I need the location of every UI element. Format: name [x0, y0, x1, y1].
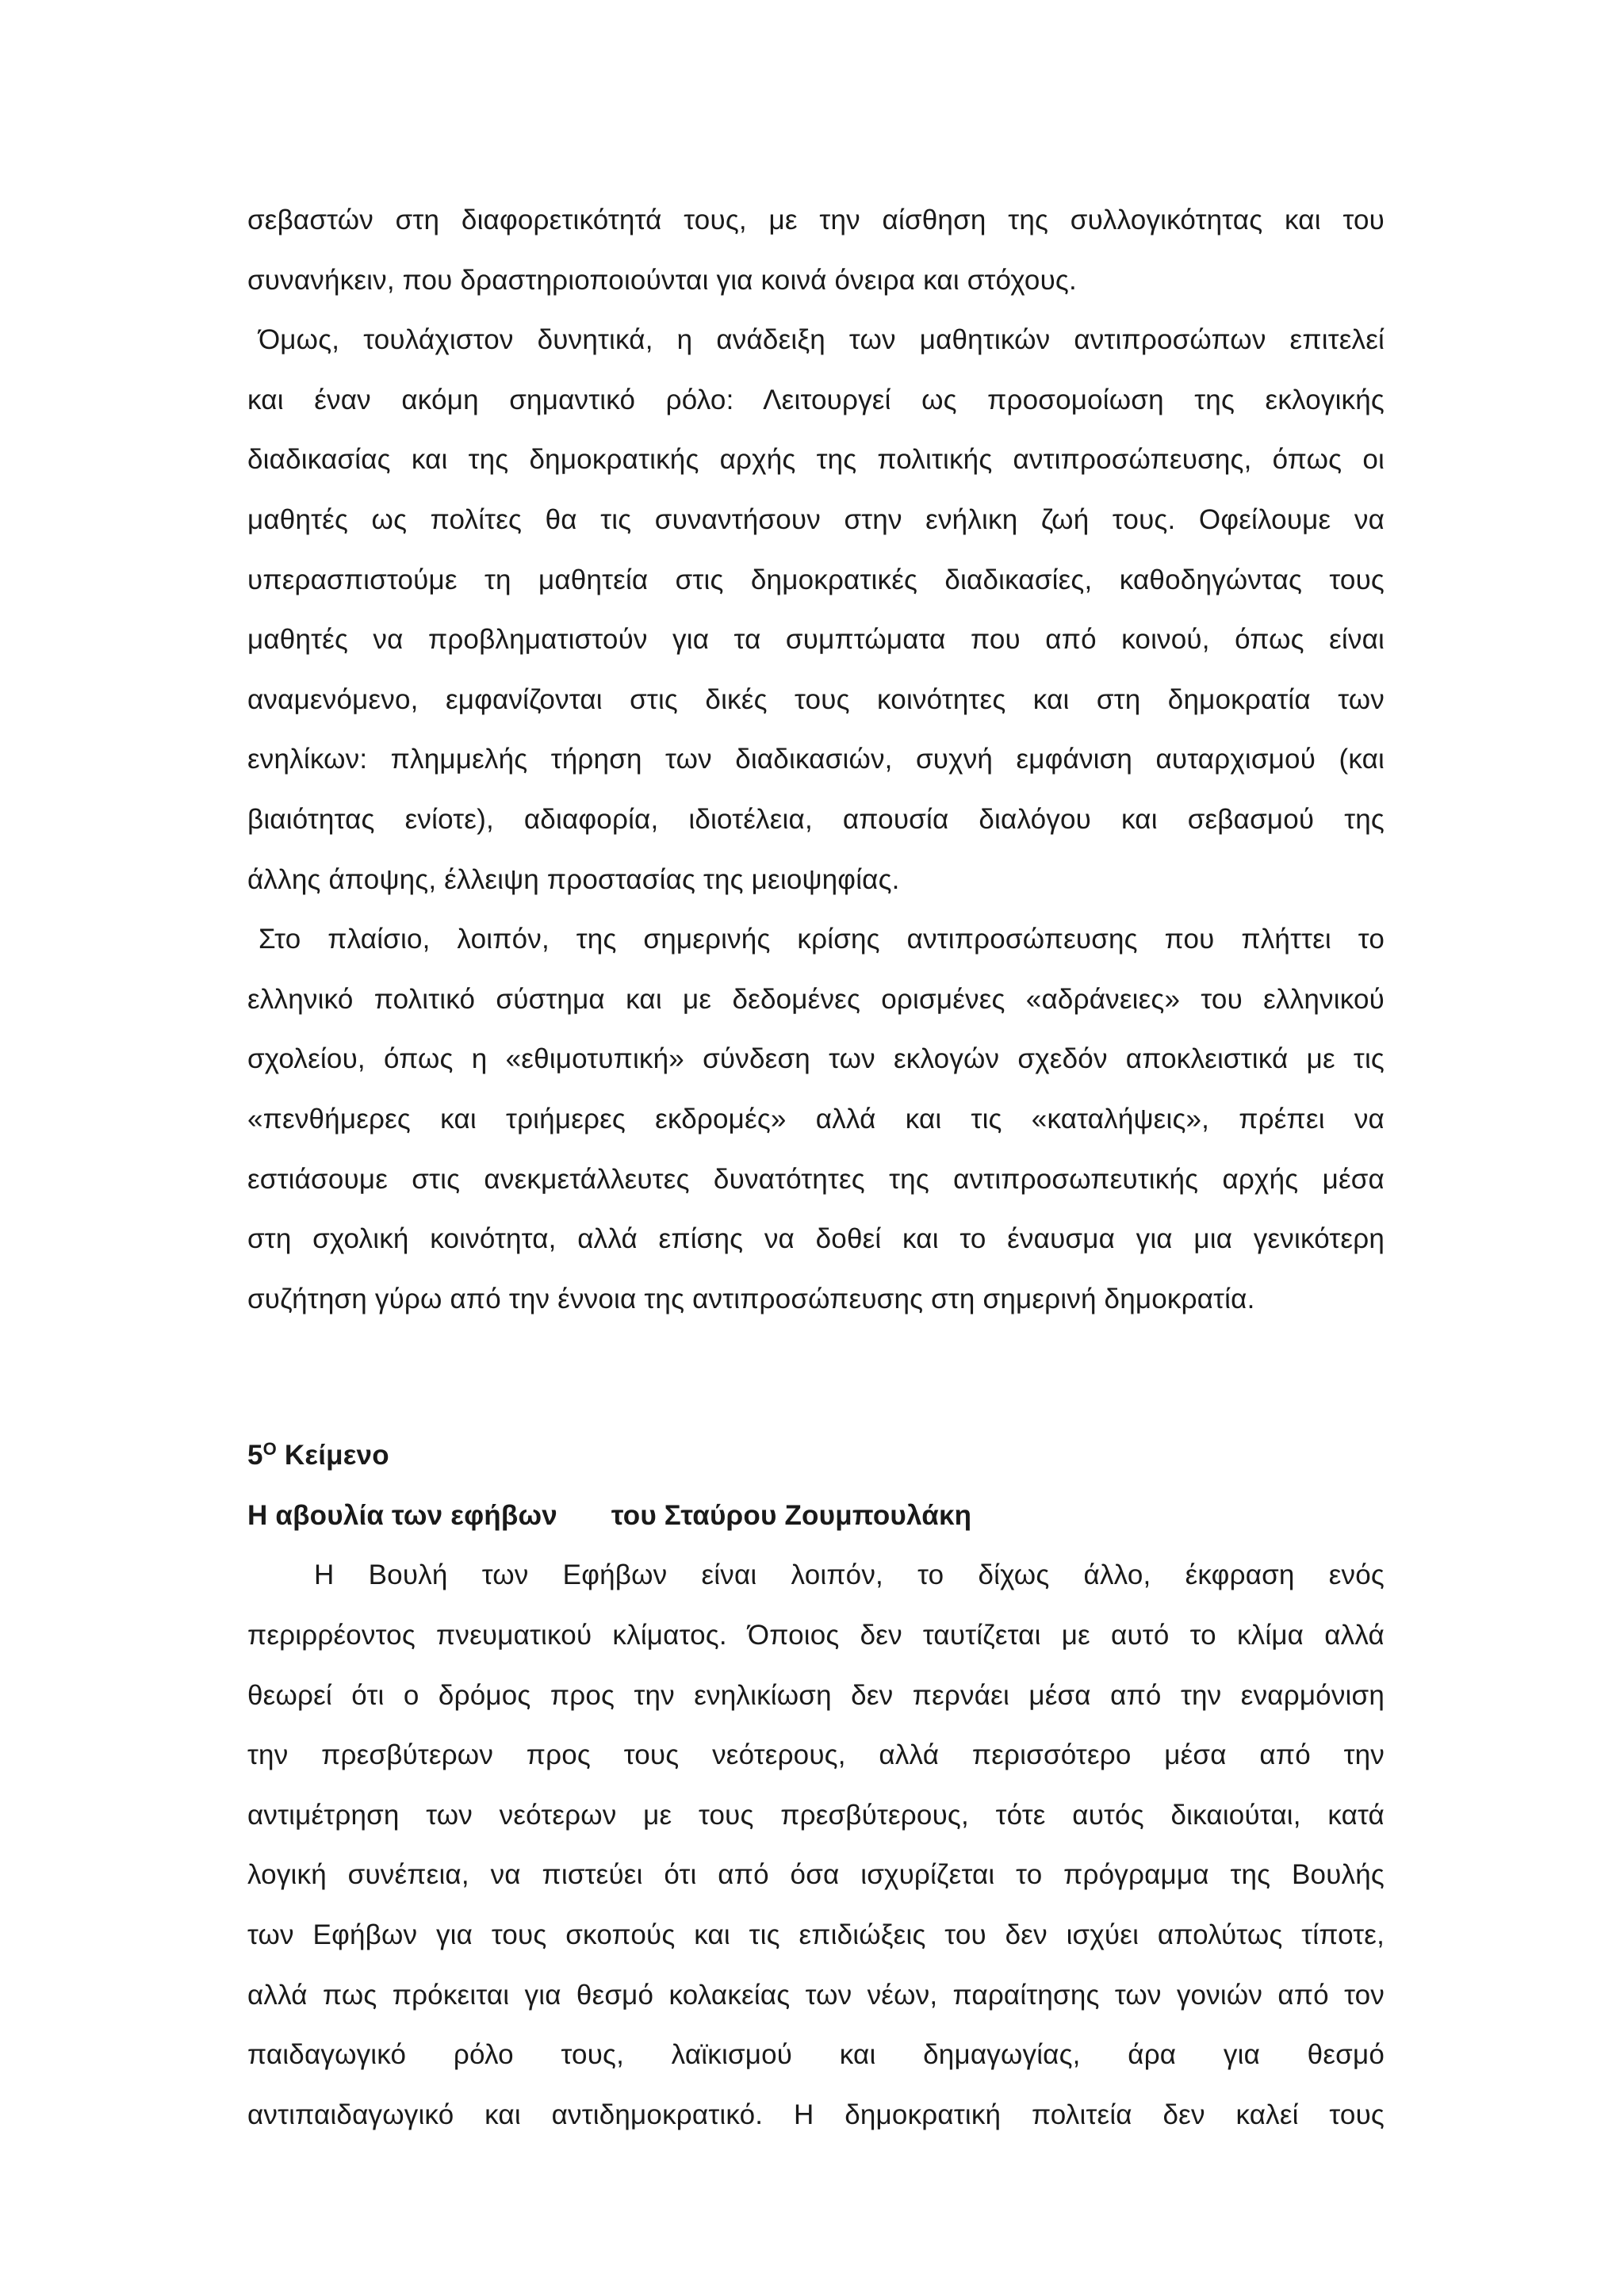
text-line: σεβαστών στη διαφορετικότητά τους, με την αίσθηση της συλλογικότητας και του [247, 205, 1385, 235]
article-author: του Σταύρου Ζουμπουλάκη [611, 1499, 972, 1531]
text-line: άλλης άποψης, έλλειψη προστασίας της μειοψηφίας. [247, 863, 900, 895]
section-spacer [247, 1329, 1385, 1419]
text-line: στη σχολική κοινότητα, αλλά επίσης να δοθεί και το έναυσμα για μια γενικότερη [247, 1223, 1385, 1255]
text-line: Όμως, τουλάχιστον δυνητικά, η ανάδειξη των μαθητικών αντιπροσώπων επιτελεί [259, 324, 1385, 356]
text-line: σχολείου, όπως η «εθιμοτυπική» σύνδεση των εκλογών σχεδόν αποκλειστικά με τις [247, 1043, 1385, 1075]
text-line: και έναν ακόμη σημαντικό ρόλο: Λειτουργεί ως προσομοίωση της εκλογικής [247, 384, 1385, 415]
text-line: περιρρέοντος πνευματικού κλίματος. Όποιος δεν ταυτίζεται με αυτό το κλίμα αλλά [247, 1620, 1385, 1651]
paragraph [247, 310, 1385, 909]
text-line: εστιάσουμε στις ανεκμετάλλευτες δυνατότητες της αντιπροσωπευτικής αρχής μέσα [247, 1163, 1385, 1195]
text-line: λογική συνέπεια, να πιστεύει ότι από όσα ισχυρίζεται το πρόγραμμα της Βουλής [247, 1859, 1385, 1891]
text-line: ελληνικό πολιτικό σύστημα και με δεδομένες ορισμένες «αδράνειες» του ελληνικού [247, 983, 1385, 1015]
text-line: των Εφήβων για τους σκοπούς και τις επιδιώξεις του δεν ισχύει απολύτως τίποτε, [247, 1919, 1385, 1951]
text-line: αντιπαιδαγωγικό και αντιδημοκρατικό. Η δημοκρατική πολιτεία δεν καλεί τους [247, 2099, 1385, 2130]
text-line: Στο πλαίσιο, λοιπόν, της σημερινής κρίσης αντιπροσώπευσης που πλήττει το [259, 924, 1385, 955]
text-line: αντιμέτρηση των νεότερων με τους πρεσβύτερους, τότε αυτός δικαιούται, κατά [247, 1799, 1385, 1831]
text-line: «πενθήμερες και τριήμερες εκδρομές» αλλά και τις «καταλήψεις», πρέπει να [247, 1103, 1385, 1135]
text-line: βιαιότητας ενίοτε), αδιαφορία, ιδιοτέλεια, απουσία διαλόγου και σεβασμού της [247, 803, 1385, 835]
paragraph [247, 909, 1385, 1329]
text-line: την πρεσβύτερων προς τους νεότερους, αλλά περισσότερο μέσα από την [247, 1739, 1385, 1771]
section-number: 5 [247, 1440, 263, 1471]
paragraph [247, 1545, 1385, 2145]
text-line: θεωρεί ότι ο δρόμος προς την ενηλικίωση δεν περνάει μέσα από την εναρμόνιση [247, 1679, 1385, 1711]
section-superscript: Ο [262, 1439, 277, 1460]
text-line: συζήτηση γύρω από την έννοια της αντιπροσώπευσης στη σημερινή δημοκρατία. [247, 1283, 1255, 1314]
article-title: Η αβουλία των εφήβων [247, 1499, 557, 1531]
text-line: διαδικασίας και της δημοκρατικής αρχής της πολιτικής αντιπροσώπευσης, όπως οι [247, 444, 1385, 476]
text-line: αλλά πως πρόκειται για θεσμό κολακείας των νέων, παραίτησης των γονιών από τον [247, 1979, 1385, 2011]
text-line: μαθητές ως πολίτες θα τις συναντήσουν στην ενήλικη ζωή τους. Οφείλουμε να [247, 503, 1385, 535]
article-title-line [247, 1486, 1385, 1546]
text-line: παιδαγωγικό ρόλο τους, λαϊκισμού και δημαγωγίας, άρα για θεσμό [247, 2039, 1385, 2071]
text-line: μαθητές να προβληματιστούν για τα συμπτώματα που από κοινού, όπως είναι [247, 624, 1385, 656]
text-line: αναμενόμενο, εμφανίζονται στις δικές τους κοινότητες και στη δημοκρατία των [247, 683, 1385, 715]
section-heading [247, 1419, 1385, 1486]
paragraph [247, 190, 1385, 310]
text-line: συνανήκειν, που δραστηριοποιούνται για κοινά όνειρα και στόχους. [247, 264, 1077, 296]
section-label: Κείμενο [284, 1440, 389, 1471]
text-line: ενηλίκων: πλημμελής τήρηση των διαδικασιών, συχνή εμφάνιση αυταρχισμού (και [247, 744, 1385, 775]
text-line: υπερασπιστούμε τη μαθητεία στις δημοκρατικές διαδικασίες, καθοδηγώντας τους [247, 564, 1385, 595]
text-line: Η Βουλή των Εφήβων είναι λοιπόν, το δίχως άλλο, έκφραση ενός [314, 1559, 1385, 1591]
document-page [247, 190, 1385, 2145]
